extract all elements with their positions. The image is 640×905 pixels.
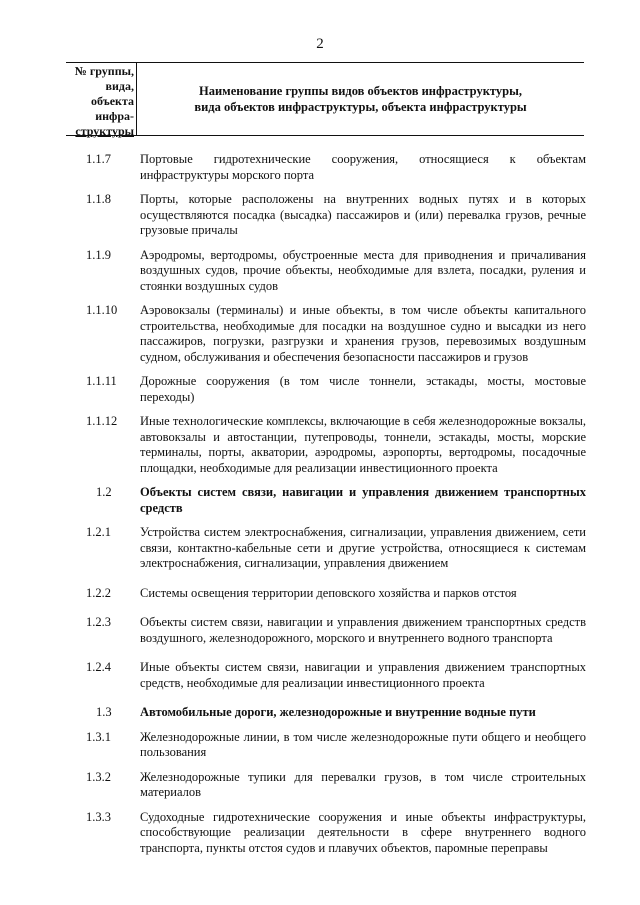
table-row <box>66 192 586 239</box>
page-number: 2 <box>316 36 324 52</box>
table-row <box>66 374 586 405</box>
row-text: Дорожные сооружения (в том числе тоннели, эстакады, мосты, мостовые переходы) <box>140 374 586 404</box>
table-row <box>66 152 586 183</box>
row-number: 1.3.2 <box>86 769 111 784</box>
row-number: 1.3.3 <box>86 809 111 824</box>
row-number: 1.1.10 <box>86 303 118 317</box>
table-row <box>66 586 586 602</box>
row-text: Железнодорожные линии, в том числе железнодорожные пути общего и необщего пользования <box>140 729 586 759</box>
table-row <box>66 525 586 572</box>
row-number: 1.2.2 <box>86 585 111 600</box>
row-text: Судоходные гидротехнические сооружения и иные объекты инфраструктуры, способствующие реализации деятельности в сфере внутреннего водного транспорта, пункты отстоя судов и плавучих объектов, паромные переправы <box>140 809 586 855</box>
table-row <box>66 248 586 295</box>
table-row <box>66 660 586 691</box>
header-col-number <box>66 63 137 138</box>
row-text: Железнодорожные тупики для перевалки грузов, в том числе строительных материалов <box>140 769 586 799</box>
table-row <box>66 414 586 476</box>
row-number: 1.1.9 <box>86 247 111 262</box>
row-number: 1.2.4 <box>86 660 111 674</box>
table-row <box>66 615 586 646</box>
row-text: Порты, которые расположены на внутренних водных путях и в которых осуществляются посадка (высадка) пассажиров и (или) перевалка грузов, речные грузовые причалы <box>140 192 586 237</box>
row-number: 1.1.8 <box>86 192 111 206</box>
row-text: Иные технологические комплексы, включающие в себя железнодорожные вокзалы, автовокзалы и автостанции, путепроводы, тоннели, эстакады, мосты, морские терминалы, порты, акватории, аэродромы, аэропорты, вертодромы, посадочные площадки, необходимые для реализации инвестиционного проекта <box>140 414 586 475</box>
header-col-name-line: вида объектов инфраструктуры, объекта инфраструктуры <box>194 100 527 114</box>
table-row <box>66 485 586 516</box>
table-row <box>66 770 586 801</box>
table-header <box>66 62 584 136</box>
row-number: 1.1.12 <box>86 414 118 428</box>
row-text: Системы освещения территории деповского хозяйства и парков отстоя <box>140 585 517 600</box>
row-text: Аэровокзалы (терминалы) и иные объекты, в том числе объекты капитального строительства, необходимые для посадки на воздушное судно и высадки из него пассажиров, погрузки, разгрузки и хранения грузов, перевозимых воздушным судном, обслуживания и обеспечения безопасности пассажиров и грузов <box>140 303 586 364</box>
table-row <box>66 810 586 857</box>
table-row <box>66 705 586 721</box>
header-col-number-line: структуры <box>75 124 134 138</box>
row-number: 1.2.3 <box>86 615 111 629</box>
section-title: Автомобильные дороги, железнодорожные и внутренние водные пути <box>140 705 536 719</box>
header-col-number-line: инфра- <box>95 109 134 123</box>
table-row <box>66 730 586 761</box>
header-col-name <box>137 63 584 135</box>
row-number: 1.2 <box>96 485 112 499</box>
header-col-number-line: объекта <box>91 94 134 108</box>
row-text: Портовые гидротехнические сооружения, относящиеся к объектам инфраструктуры морского порта <box>140 152 586 182</box>
header-col-number-line: вида, <box>105 79 134 93</box>
row-number: 1.3 <box>96 705 112 719</box>
row-text: Объекты систем связи, навигации и управления движением транспортных средств воздушного, железнодорожного, морского и внутреннего водного транспорта <box>140 615 586 645</box>
row-number: 1.1.7 <box>86 152 111 166</box>
section-title: Объекты систем связи, навигации и управления движением транспортных средств <box>140 485 586 515</box>
row-number: 1.1.11 <box>86 374 117 388</box>
row-number: 1.2.1 <box>86 525 111 539</box>
table-row <box>66 303 586 365</box>
row-text: Аэродромы, вертодромы, обустроенные места для приводнения и причаливания воздушных судов, прочие объекты, необходимые для взлета, посадки, руления и стоянки воздушных судов <box>140 247 586 293</box>
table-body <box>66 152 586 865</box>
header-col-name-line: Наименование группы видов объектов инфраструктуры, <box>199 84 522 98</box>
header-col-number-line: № группы, <box>74 64 134 78</box>
row-text: Устройства систем электроснабжения, сигнализации, управления движением, сети связи, контактно-кабельные сети и другие устройства, относящиеся к системам электроснабжения, сигнализации, управления движением <box>140 525 586 570</box>
row-number: 1.3.1 <box>86 729 111 744</box>
row-text: Иные объекты систем связи, навигации и управления движением транспортных средств, необходимые для реализации инвестиционного проекта <box>140 660 586 690</box>
